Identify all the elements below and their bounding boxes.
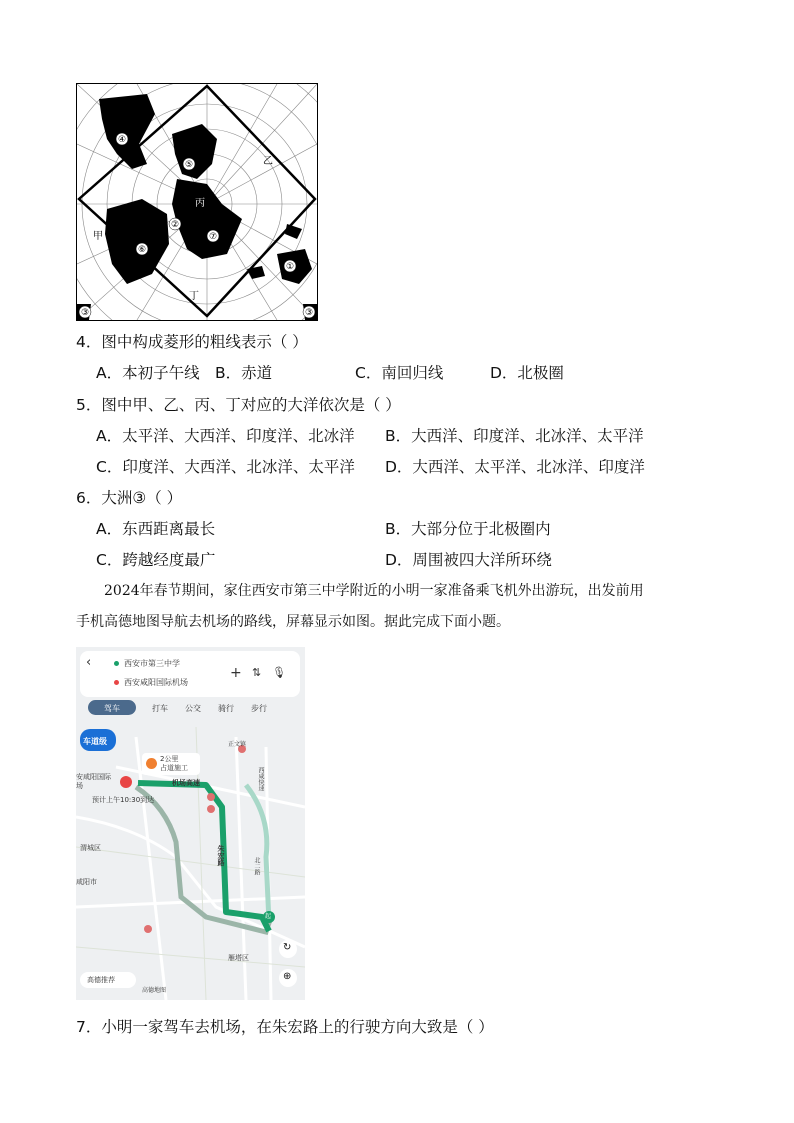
q6-option-c[interactable]: C．跨越经度最广 — [96, 551, 216, 569]
q5-option-c[interactable]: C．印度洋、大西洋、北冰洋、太平洋 — [96, 458, 355, 476]
q7-stem: 7．小明一家驾车去机场，在朱宏路上的行驶方向大致是（ ） — [76, 1018, 494, 1036]
continent-3-label-right: ③ — [304, 308, 314, 318]
place-xianyang: 咸阳市 — [76, 878, 97, 886]
recommend-label: 高德推荐 — [87, 976, 115, 984]
microphone-icon[interactable]: 🎙 — [272, 666, 286, 679]
q5-option-d[interactable]: D．大西洋、太平洋、北冰洋、印度洋 — [385, 458, 645, 476]
locate-icon: ⊕ — [283, 971, 292, 982]
back-arrow-icon[interactable]: ‹ — [86, 655, 92, 670]
continent-5-label: ⑤ — [184, 160, 194, 170]
ocean-label-yi: 乙 — [263, 156, 273, 167]
road-airport-expressway: 机场高速 — [172, 779, 200, 787]
q6-option-b[interactable]: B．大部分位于北极圈内 — [385, 520, 551, 538]
route-search-card — [80, 651, 300, 697]
destination-dot-icon — [114, 680, 119, 685]
roadwork-text: 占道施工 — [160, 764, 188, 772]
passage-line-2: 手机高德地图导航去机场的路线，屏幕显示如图。据此完成下面小题。 — [76, 614, 510, 630]
origin-field[interactable]: 西安市第三中学 — [124, 659, 180, 668]
world-map-figure — [76, 83, 318, 321]
continent-7-label: ⑦ — [208, 232, 218, 242]
q4-option-b[interactable]: B．赤道 — [215, 364, 273, 382]
q4-option-a[interactable]: A．本初子午线 — [96, 364, 200, 382]
roadwork-icon — [146, 758, 157, 769]
brand-label: 高德地图 — [142, 987, 167, 994]
q6-option-d[interactable]: D．周围被四大洋所环绕 — [385, 551, 552, 569]
roadwork-distance: 2公里 — [160, 755, 179, 763]
eta-label: 预计上午10:30到达 — [92, 796, 155, 804]
start-label: 起 — [265, 913, 272, 920]
tab-bus[interactable]: 公交 — [185, 704, 201, 713]
airport-label: 安咸阳国际 — [76, 773, 111, 781]
tab-bike[interactable]: 骑行 — [218, 704, 234, 713]
ocean-label-jia: 甲 — [93, 231, 103, 242]
swap-icon[interactable]: ⇅ — [252, 666, 262, 679]
place-yanta: 雁塔区 — [228, 954, 249, 962]
q5-option-a[interactable]: A．太平洋、大西洋、印度洋、北冰洋 — [96, 427, 355, 445]
continent-6-label: ⑥ — [137, 245, 147, 255]
continent-4-label: ④ — [117, 135, 127, 145]
tab-taxi[interactable]: 打车 — [152, 704, 168, 713]
q6-stem: 6．大洲③（ ） — [76, 489, 183, 507]
road-zhuhong: 朱宏路 — [217, 845, 225, 866]
continent-2-label: ② — [170, 220, 180, 230]
place-weicheng: 渭城区 — [80, 844, 101, 852]
passage-line-1: 2024年春节期间，家住西安市第三中学附近的小明一家准备乘飞机外出游玩，出发前用 — [104, 583, 644, 599]
navigation-map-screenshot — [76, 647, 305, 1000]
continent-3-label-left: ③ — [80, 308, 90, 318]
q4-option-c[interactable]: C．南回归线 — [355, 364, 444, 382]
road-xixian-express: 西咸快速 — [257, 767, 264, 791]
ocean-label-ding: 丁 — [189, 291, 199, 302]
lane-level-badge-label: 车道级 — [83, 737, 107, 746]
destination-field[interactable]: 西安咸阳国际机场 — [124, 678, 188, 687]
road-north-second: 北二路 — [253, 857, 260, 875]
q5-option-b[interactable]: B．大西洋、印度洋、北冰洋、太平洋 — [385, 427, 644, 445]
tab-walk[interactable]: 步行 — [251, 704, 267, 713]
q4-stem: 4．图中构成菱形的粗线表示（ ） — [76, 333, 308, 351]
tab-drive-label: 驾车 — [104, 704, 120, 713]
refresh-icon: ↻ — [283, 942, 292, 953]
origin-dot-icon — [114, 661, 119, 666]
add-waypoint-icon[interactable]: + — [230, 665, 242, 681]
q6-option-a[interactable]: A．东西距离最长 — [96, 520, 216, 538]
airport-marker — [120, 776, 132, 788]
continent-1-label: ① — [285, 262, 295, 272]
q5-stem: 5．图中甲、乙、丙、丁对应的大洋依次是（ ） — [76, 396, 401, 414]
airport-label-2: 场 — [76, 782, 83, 790]
ocean-label-bing: 丙 — [195, 198, 205, 209]
q4-option-d[interactable]: D．北极圈 — [490, 364, 564, 382]
world-map-svg — [77, 84, 317, 320]
place-zhengwen: 正文镇 — [228, 741, 247, 748]
